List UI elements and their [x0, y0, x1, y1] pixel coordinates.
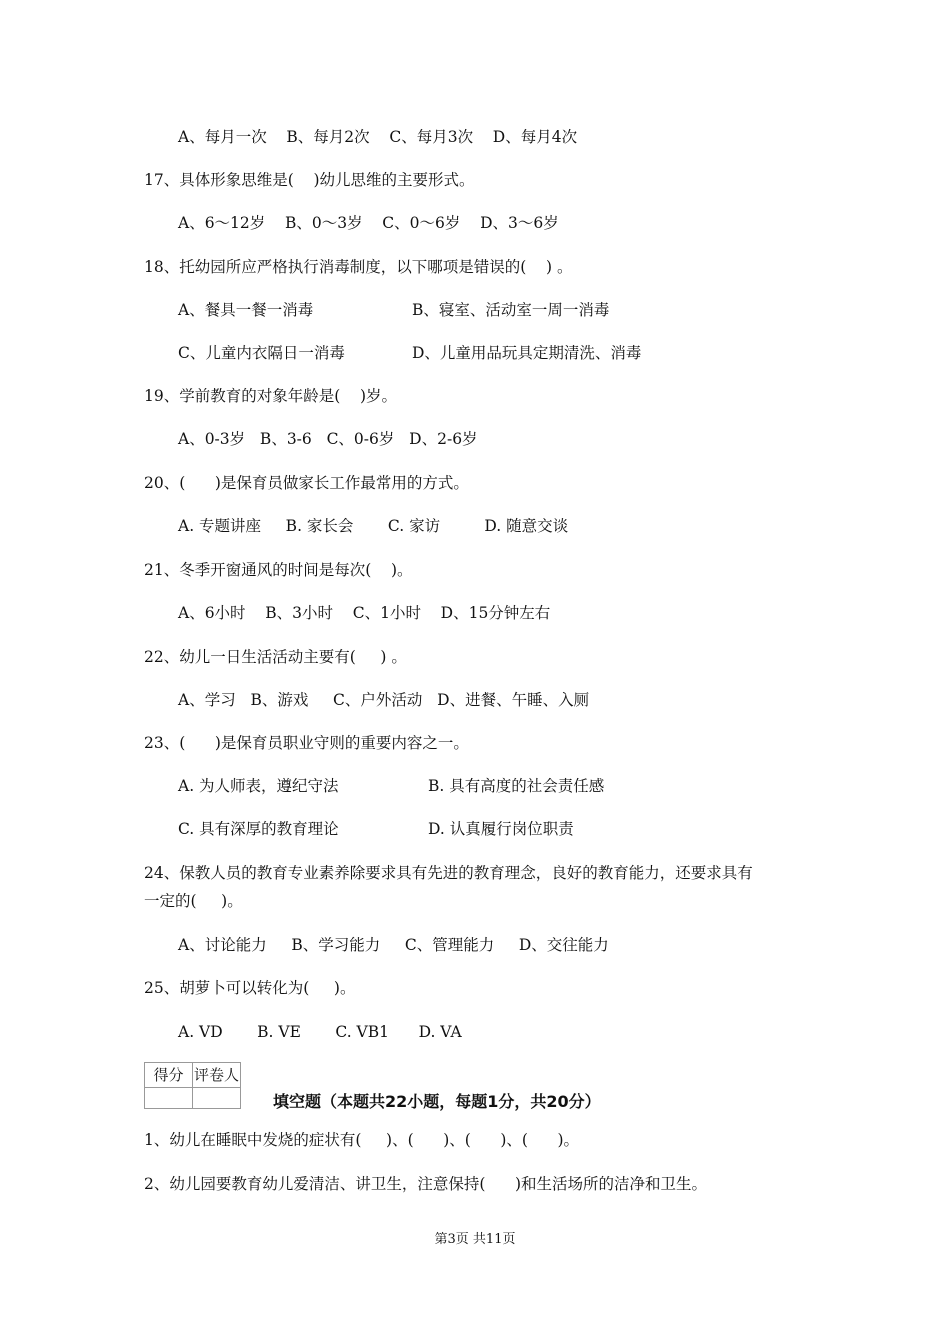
section-title: 填空题（本题共22小题，每题1分，共20分） — [273, 1092, 601, 1111]
q20-options: A. 专题讲座 B. 家长会 C. 家访 D. 随意交谈 — [178, 517, 569, 535]
fill-question-1: 1、幼儿在睡眠中发烧的症状有( )、( )、( )、( )。 — [144, 1131, 580, 1149]
q23-option-c: C. 具有深厚的教育理论 — [178, 820, 339, 838]
q24-options: A、讨论能力 B、学习能力 C、管理能力 D、交往能力 — [178, 936, 609, 954]
q22-options: A、学习 B、游戏 C、户外活动 D、进餐、午睡、入厕 — [178, 691, 590, 709]
q16-options: A、每月一次 B、每月2次 C、每月3次 D、每月4次 — [178, 128, 578, 146]
reviewer-label: 评卷人 — [193, 1063, 241, 1088]
question-24-line2: 一定的( )。 — [144, 892, 243, 910]
q18-option-d: D、儿童用品玩具定期清洗、消毒 — [412, 344, 642, 362]
score-table — [144, 1062, 241, 1109]
q23-option-a: A. 为人师表，遵纪守法 — [178, 777, 339, 795]
question-18: 18、托幼园所应严格执行消毒制度，以下哪项是错误的( ) 。 — [144, 258, 573, 276]
question-19: 19、学前教育的对象年龄是( )岁。 — [144, 387, 398, 405]
question-17: 17、具体形象思维是( )幼儿思维的主要形式。 — [144, 171, 475, 189]
q19-options: A、0-3岁 B、3-6 C、0-6岁 D、2-6岁 — [178, 430, 478, 448]
question-23: 23、( )是保育员职业守则的重要内容之一。 — [144, 734, 469, 752]
reviewer-cell — [193, 1088, 241, 1109]
fill-question-2: 2、幼儿园要教育幼儿爱清洁、讲卫生，注意保持( )和生活场所的洁净和卫生。 — [144, 1175, 708, 1193]
q18-option-b: B、寝室、活动室一周一消毒 — [412, 301, 610, 319]
question-25: 25、胡萝卜可以转化为( )。 — [144, 979, 356, 997]
q18-option-a: A、餐具一餐一消毒 — [178, 301, 314, 319]
question-21: 21、冬季开窗通风的时间是每次( )。 — [144, 561, 413, 579]
q21-options: A、6小时 B、3小时 C、1小时 D、15分钟左右 — [178, 604, 551, 622]
q25-options: A. VD B. VE C. VB1 D. VA — [178, 1023, 462, 1041]
score-label: 得分 — [145, 1063, 193, 1088]
question-20: 20、( )是保育员做家长工作最常用的方式。 — [144, 474, 469, 492]
q17-options: A、6～12岁 B、0～3岁 C、0～6岁 D、3～6岁 — [178, 214, 559, 232]
q23-option-d: D. 认真履行岗位职责 — [428, 820, 574, 838]
q18-option-c: C、儿童内衣隔日一消毒 — [178, 344, 345, 362]
page-footer: 第3页 共11页 — [434, 1232, 516, 1247]
question-22: 22、幼儿一日生活活动主要有( ) 。 — [144, 648, 407, 666]
q23-option-b: B. 具有高度的社会责任感 — [428, 777, 605, 795]
score-cell — [145, 1088, 193, 1109]
question-24-line1: 24、保教人员的教育专业素养除要求具有先进的教育理念，良好的教育能力，还要求具有 — [144, 864, 753, 882]
